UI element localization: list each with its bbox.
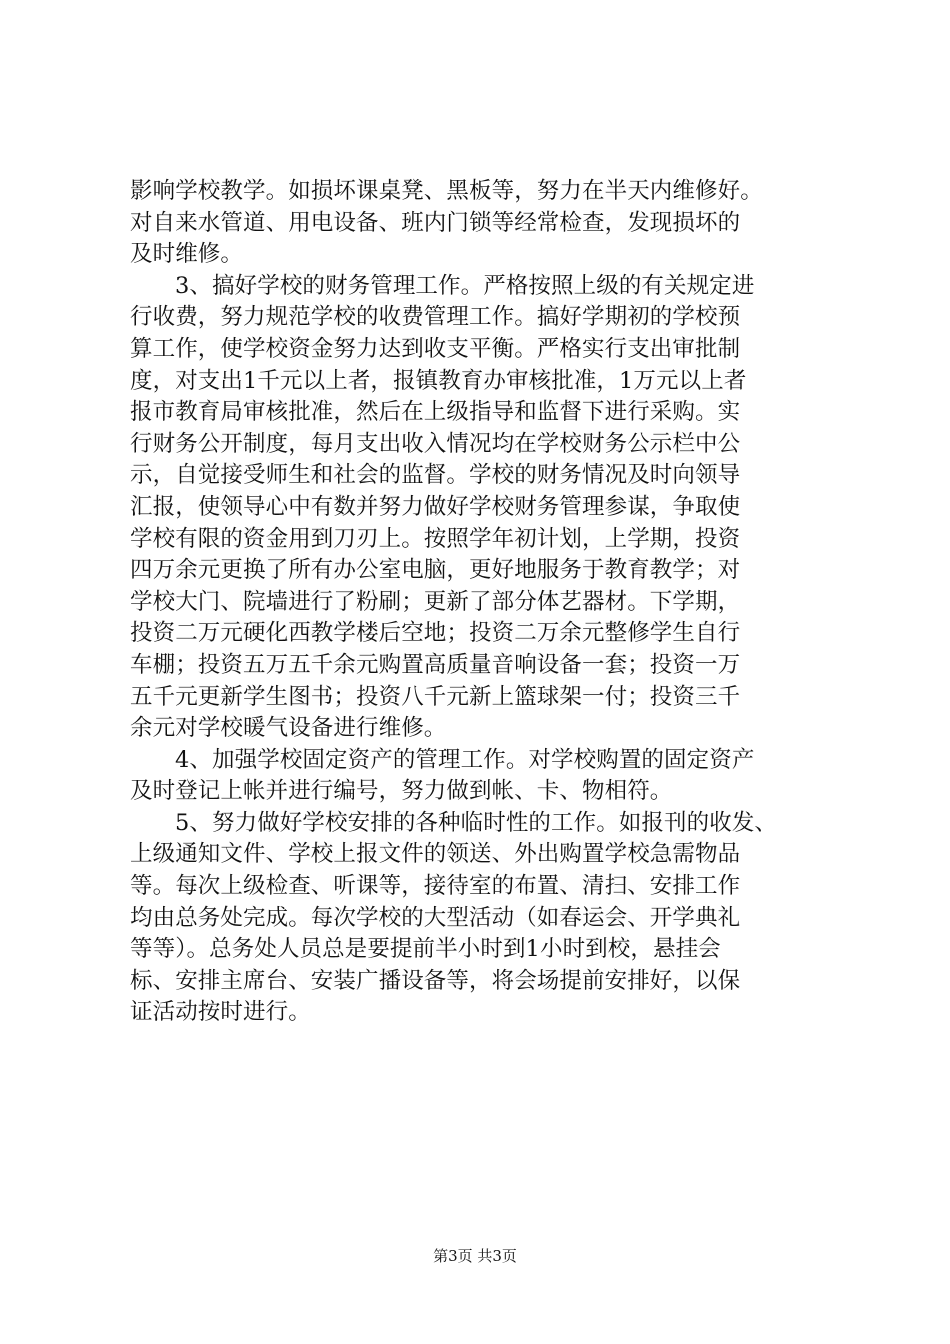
text-line: 报市教育局审核批准，然后在上级指导和监督下进行采购。实 xyxy=(130,399,741,426)
text-line: 五千元更新学生图书；投资八千元新上篮球架一付；投资三千 xyxy=(130,683,741,710)
text-line: 上级通知文件、学校上报文件的领送、外出购置学校急需物品 xyxy=(130,841,741,868)
text-line: 示，自觉接受师生和社会的监督。学校的财务情况及时向领导 xyxy=(130,462,741,489)
text-line: 学校有限的资金用到刀刃上。按照学年初计划，上学期，投资 xyxy=(130,525,741,552)
text-line: 四万余元更换了所有办公室电脑，更好地服务于教育教学；对 xyxy=(130,557,741,584)
text-line: 汇报，使领导心中有数并努力做好学校财务管理参谋，争取使 xyxy=(130,493,741,520)
text-line: 等。每次上级检查、听课等，接待室的布置、清扫、安排工作 xyxy=(130,873,741,900)
text-line: 算工作，使学校资金努力达到收支平衡。严格实行支出审批制 xyxy=(130,335,741,362)
text-line: 度，对支出1千元以上者，报镇教育办审核批准，1万元以上者 xyxy=(130,367,747,394)
text-line: 行收费，努力规范学校的收费管理工作。搞好学期初的学校预 xyxy=(130,304,741,331)
paragraph-start-line: 3、搞好学校的财务管理工作。严格按照上级的有关规定进 xyxy=(175,272,755,299)
paragraph-start-line: 5、努力做好学校安排的各种临时性的工作。如报刊的收发、 xyxy=(175,809,778,836)
text-line: 行财务公开制度，每月支出收入情况均在学校财务公示栏中公 xyxy=(130,430,741,457)
text-line: 车棚；投资五万五千余元购置高质量音响设备一套；投资一万 xyxy=(130,651,741,678)
text-line: 影响学校教学。如损坏课桌凳、黑板等，努力在半天内维修好。 xyxy=(130,178,763,204)
text-line: 及时维修。 xyxy=(130,241,244,268)
paragraph-start-line: 4、加强学校固定资产的管理工作。对学校购置的固定资产 xyxy=(175,746,755,773)
text-line: 证活动按时进行。 xyxy=(130,999,311,1026)
page-number-footer: 第3页 共3页 xyxy=(433,1247,517,1265)
text-line: 余元对学校暖气设备进行维修。 xyxy=(130,715,447,742)
text-line: 标、安排主席台、安装广播设备等，将会场提前安排好，以保 xyxy=(130,967,741,994)
text-line: 投资二万元硬化西教学楼后空地；投资二万余元整修学生自行 xyxy=(130,620,741,647)
text-line: 及时登记上帐并进行编号，努力做到帐、卡、物相符。 xyxy=(130,778,673,805)
text-line: 等等）。总务处人员总是要提前半小时到1小时到校，悬挂会 xyxy=(130,936,721,963)
text-line: 学校大门、院墙进行了粉刷；更新了部分体艺器材。下学期， xyxy=(130,588,741,615)
text-line: 均由总务处完成。每次学校的大型活动（如春运会、开学典礼 xyxy=(130,904,741,931)
text-line: 对自来水管道、用电设备、班内门锁等经常检查，发现损坏的 xyxy=(130,209,741,236)
body-text xyxy=(130,176,842,1029)
